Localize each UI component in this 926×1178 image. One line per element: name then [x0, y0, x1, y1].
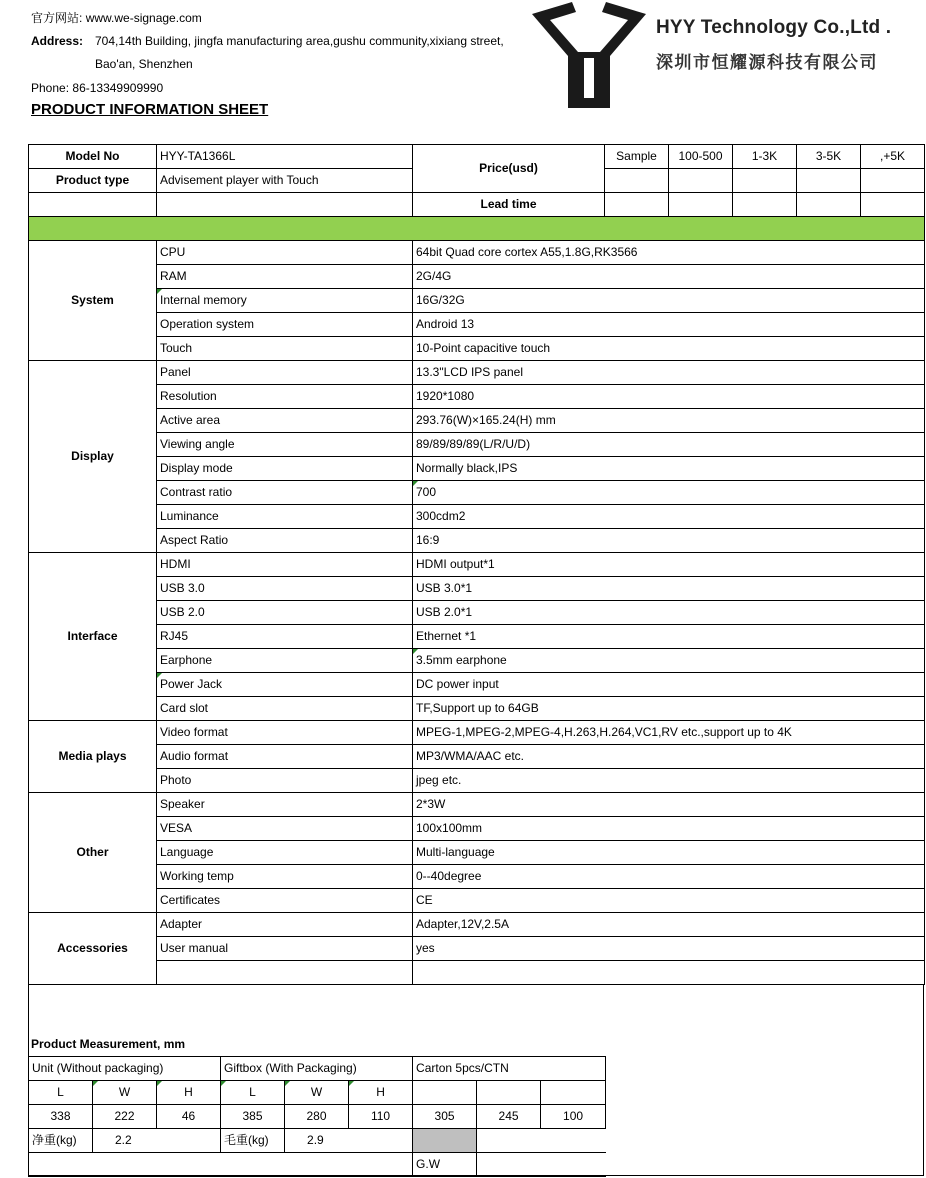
spec-key: Resolution — [157, 385, 413, 409]
spec-row — [29, 385, 925, 409]
section-divider — [29, 217, 925, 241]
spec-key: Internal memory — [157, 289, 413, 313]
empty-cell — [157, 193, 413, 217]
price-cell — [861, 169, 925, 193]
spec-value: 13.3"LCD IPS panel — [413, 361, 925, 385]
spec-row — [29, 841, 925, 865]
dim-header-l: L — [29, 1081, 93, 1105]
spec-row — [29, 265, 925, 289]
price-col-100-500: 100-500 — [669, 145, 733, 169]
spec-key: Contrast ratio — [157, 481, 413, 505]
price-cell — [669, 169, 733, 193]
unit-width: 222 — [93, 1105, 157, 1129]
measurement-table — [28, 1056, 606, 1177]
spec-key: VESA — [157, 817, 413, 841]
spec-value: Ethernet *1 — [413, 625, 925, 649]
spec-row — [29, 889, 925, 913]
lead-time-cell — [733, 193, 797, 217]
spec-value: 2*3W — [413, 793, 925, 817]
website-link[interactable]: www.we-signage.com — [85, 11, 202, 25]
spec-value: CE — [413, 889, 925, 913]
spec-row — [29, 457, 925, 481]
spec-row — [29, 961, 925, 985]
spec-key: Language — [157, 841, 413, 865]
spec-row — [29, 649, 925, 673]
price-cell — [733, 169, 797, 193]
spec-key: Video format — [157, 721, 413, 745]
spec-key: Earphone — [157, 649, 413, 673]
giftbox-width: 280 — [285, 1105, 349, 1129]
section-label-interface: Interface — [29, 553, 157, 721]
giftbox-height: 110 — [349, 1105, 413, 1129]
spec-row — [29, 769, 925, 793]
spec-value: 0--40degree — [413, 865, 925, 889]
spec-key: Luminance — [157, 505, 413, 529]
giftbox-label: Giftbox (With Packaging) — [221, 1057, 413, 1081]
page-title: PRODUCT INFORMATION SHEET — [31, 101, 269, 118]
empty-cell — [477, 1153, 606, 1177]
spec-value: Multi-language — [413, 841, 925, 865]
empty-cell — [29, 1153, 413, 1177]
spec-row — [29, 241, 925, 265]
unit-height: 46 — [157, 1105, 221, 1129]
green-bar — [29, 217, 925, 241]
spec-key: Aspect Ratio — [157, 529, 413, 553]
measurement-title: Product Measurement, mm — [31, 1037, 186, 1051]
giftbox-length: 385 — [221, 1105, 285, 1129]
net-weight-value: 2.2 — [93, 1129, 221, 1153]
spec-row — [29, 817, 925, 841]
model-label: Model No — [29, 145, 157, 169]
spec-row — [29, 409, 925, 433]
dim-header-w: W — [285, 1081, 349, 1105]
gw-label: G.W — [413, 1153, 477, 1177]
phone-label: Phone: — [31, 81, 70, 95]
spec-row — [29, 481, 925, 505]
spec-key: Power Jack — [157, 673, 413, 697]
spec-row — [29, 433, 925, 457]
lead-time-cell — [797, 193, 861, 217]
price-col-1-3k: 1-3K — [733, 145, 797, 169]
price-col-5k-plus: ,+5K — [861, 145, 925, 169]
empty-cell — [413, 1081, 477, 1105]
spec-value: jpeg etc. — [413, 769, 925, 793]
spec-key: Speaker — [157, 793, 413, 817]
lead-time-cell — [605, 193, 669, 217]
spec-key: Operation system — [157, 313, 413, 337]
dim-header-w: W — [93, 1081, 157, 1105]
spec-value: 1920*1080 — [413, 385, 925, 409]
lead-time-cell — [669, 193, 733, 217]
spec-row — [29, 505, 925, 529]
spec-key: Certificates — [157, 889, 413, 913]
empty-cell — [29, 193, 157, 217]
spec-value: 300cdm2 — [413, 505, 925, 529]
spec-value: MPEG-1,MPEG-2,MPEG-4,H.263,H.264,VC1,RV etc.,support up to 4K — [413, 721, 925, 745]
lead-time-cell — [861, 193, 925, 217]
price-col-3-5k: 3-5K — [797, 145, 861, 169]
carton-label: Carton 5pcs/CTN — [413, 1057, 606, 1081]
price-cell — [605, 169, 669, 193]
spec-key: Photo — [157, 769, 413, 793]
carton-width: 245 — [477, 1105, 541, 1129]
phone-line — [31, 81, 163, 95]
spec-key: USB 2.0 — [157, 601, 413, 625]
spec-value: 16:9 — [413, 529, 925, 553]
spec-key: Display mode — [157, 457, 413, 481]
spec-row — [29, 865, 925, 889]
dim-header-h: H — [157, 1081, 221, 1105]
website-line — [31, 9, 202, 26]
spec-value: yes — [413, 937, 925, 961]
spec-row — [29, 913, 925, 937]
spec-value: 10-Point capacitive touch — [413, 337, 925, 361]
spec-row — [29, 289, 925, 313]
price-cell — [797, 169, 861, 193]
dim-header-l: L — [221, 1081, 285, 1105]
price-label: Price(usd) — [413, 145, 605, 193]
spec-key — [157, 961, 413, 985]
spec-row — [29, 529, 925, 553]
spec-key: RJ45 — [157, 625, 413, 649]
spec-key: USB 3.0 — [157, 577, 413, 601]
spec-key: Working temp — [157, 865, 413, 889]
spec-value: Adapter,12V,2.5A — [413, 913, 925, 937]
company-name-cn: 深圳市恒耀源科技有限公司 — [656, 53, 878, 72]
gray-cell — [413, 1129, 477, 1153]
spec-value: 64bit Quad core cortex A55,1.8G,RK3566 — [413, 241, 925, 265]
company-name-en: HYY Technology Co.,Ltd . — [656, 17, 892, 38]
spec-row — [29, 625, 925, 649]
spec-row — [29, 937, 925, 961]
spec-key: Active area — [157, 409, 413, 433]
spec-row — [29, 361, 925, 385]
phone-number: 86-13349909990 — [72, 81, 164, 95]
empty-cell — [541, 1081, 606, 1105]
spec-value — [413, 961, 925, 985]
spec-key: Viewing angle — [157, 433, 413, 457]
section-label-system: System — [29, 241, 157, 361]
spec-row — [29, 313, 925, 337]
spec-row — [29, 577, 925, 601]
section-label-media-plays: Media plays — [29, 721, 157, 793]
spec-table — [28, 144, 925, 985]
gross-weight-label: 毛重(kg) — [221, 1129, 285, 1153]
dim-header-h: H — [349, 1081, 413, 1105]
spec-key: HDMI — [157, 553, 413, 577]
lead-time-label: Lead time — [413, 193, 605, 217]
spec-value: DC power input — [413, 673, 925, 697]
net-weight-label: 净重(kg) — [29, 1129, 93, 1153]
address-label: Address: — [31, 34, 84, 48]
spec-value: 2G/4G — [413, 265, 925, 289]
spec-key: CPU — [157, 241, 413, 265]
carton-length: 305 — [413, 1105, 477, 1129]
spec-value: TF,Support up to 64GB — [413, 697, 925, 721]
spec-value: 3.5mm earphone — [413, 649, 925, 673]
spec-value: USB 3.0*1 — [413, 577, 925, 601]
spec-row — [29, 337, 925, 361]
spec-row — [29, 745, 925, 769]
spec-value: 100x100mm — [413, 817, 925, 841]
address-line-2: Bao'an, Shenzhen — [95, 57, 193, 71]
address-line-1: 704,14th Building, jingfa manufacturing area,gushu community,xixiang street, — [95, 34, 504, 48]
spec-value: Android 13 — [413, 313, 925, 337]
spec-value: MP3/WMA/AAC etc. — [413, 745, 925, 769]
website-label: 官方网站: — [31, 11, 83, 25]
price-col-sample: Sample — [605, 145, 669, 169]
section-label-accessories: Accessories — [29, 913, 157, 985]
spec-value: 16G/32G — [413, 289, 925, 313]
spec-key: Panel — [157, 361, 413, 385]
model-value: HYY-TA1366L — [157, 145, 413, 169]
spec-value: 89/89/89/89(L/R/U/D) — [413, 433, 925, 457]
spec-key: Card slot — [157, 697, 413, 721]
unit-length: 338 — [29, 1105, 93, 1129]
section-label-display: Display — [29, 361, 157, 553]
spec-value: Normally black,IPS — [413, 457, 925, 481]
empty-cell — [477, 1081, 541, 1105]
unit-label: Unit (Without packaging) — [29, 1057, 221, 1081]
spec-value: 700 — [413, 481, 925, 505]
carton-height: 100 — [541, 1105, 606, 1129]
spec-key: RAM — [157, 265, 413, 289]
gross-weight-value: 2.9 — [285, 1129, 413, 1153]
product-type-label: Product type — [29, 169, 157, 193]
spec-value: 293.76(W)×165.24(H) mm — [413, 409, 925, 433]
spec-row — [29, 793, 925, 817]
spec-key: Audio format — [157, 745, 413, 769]
section-label-other: Other — [29, 793, 157, 913]
spec-row — [29, 721, 925, 745]
spec-row — [29, 697, 925, 721]
spec-row — [29, 601, 925, 625]
spec-key: Adapter — [157, 913, 413, 937]
spec-value: USB 2.0*1 — [413, 601, 925, 625]
spec-row — [29, 673, 925, 697]
company-logo-icon — [528, 0, 650, 110]
spec-row — [29, 553, 925, 577]
spec-key: User manual — [157, 937, 413, 961]
empty-cell — [477, 1129, 606, 1153]
spec-key: Touch — [157, 337, 413, 361]
spec-value: HDMI output*1 — [413, 553, 925, 577]
product-type-value: Advisement player with Touch — [157, 169, 413, 193]
